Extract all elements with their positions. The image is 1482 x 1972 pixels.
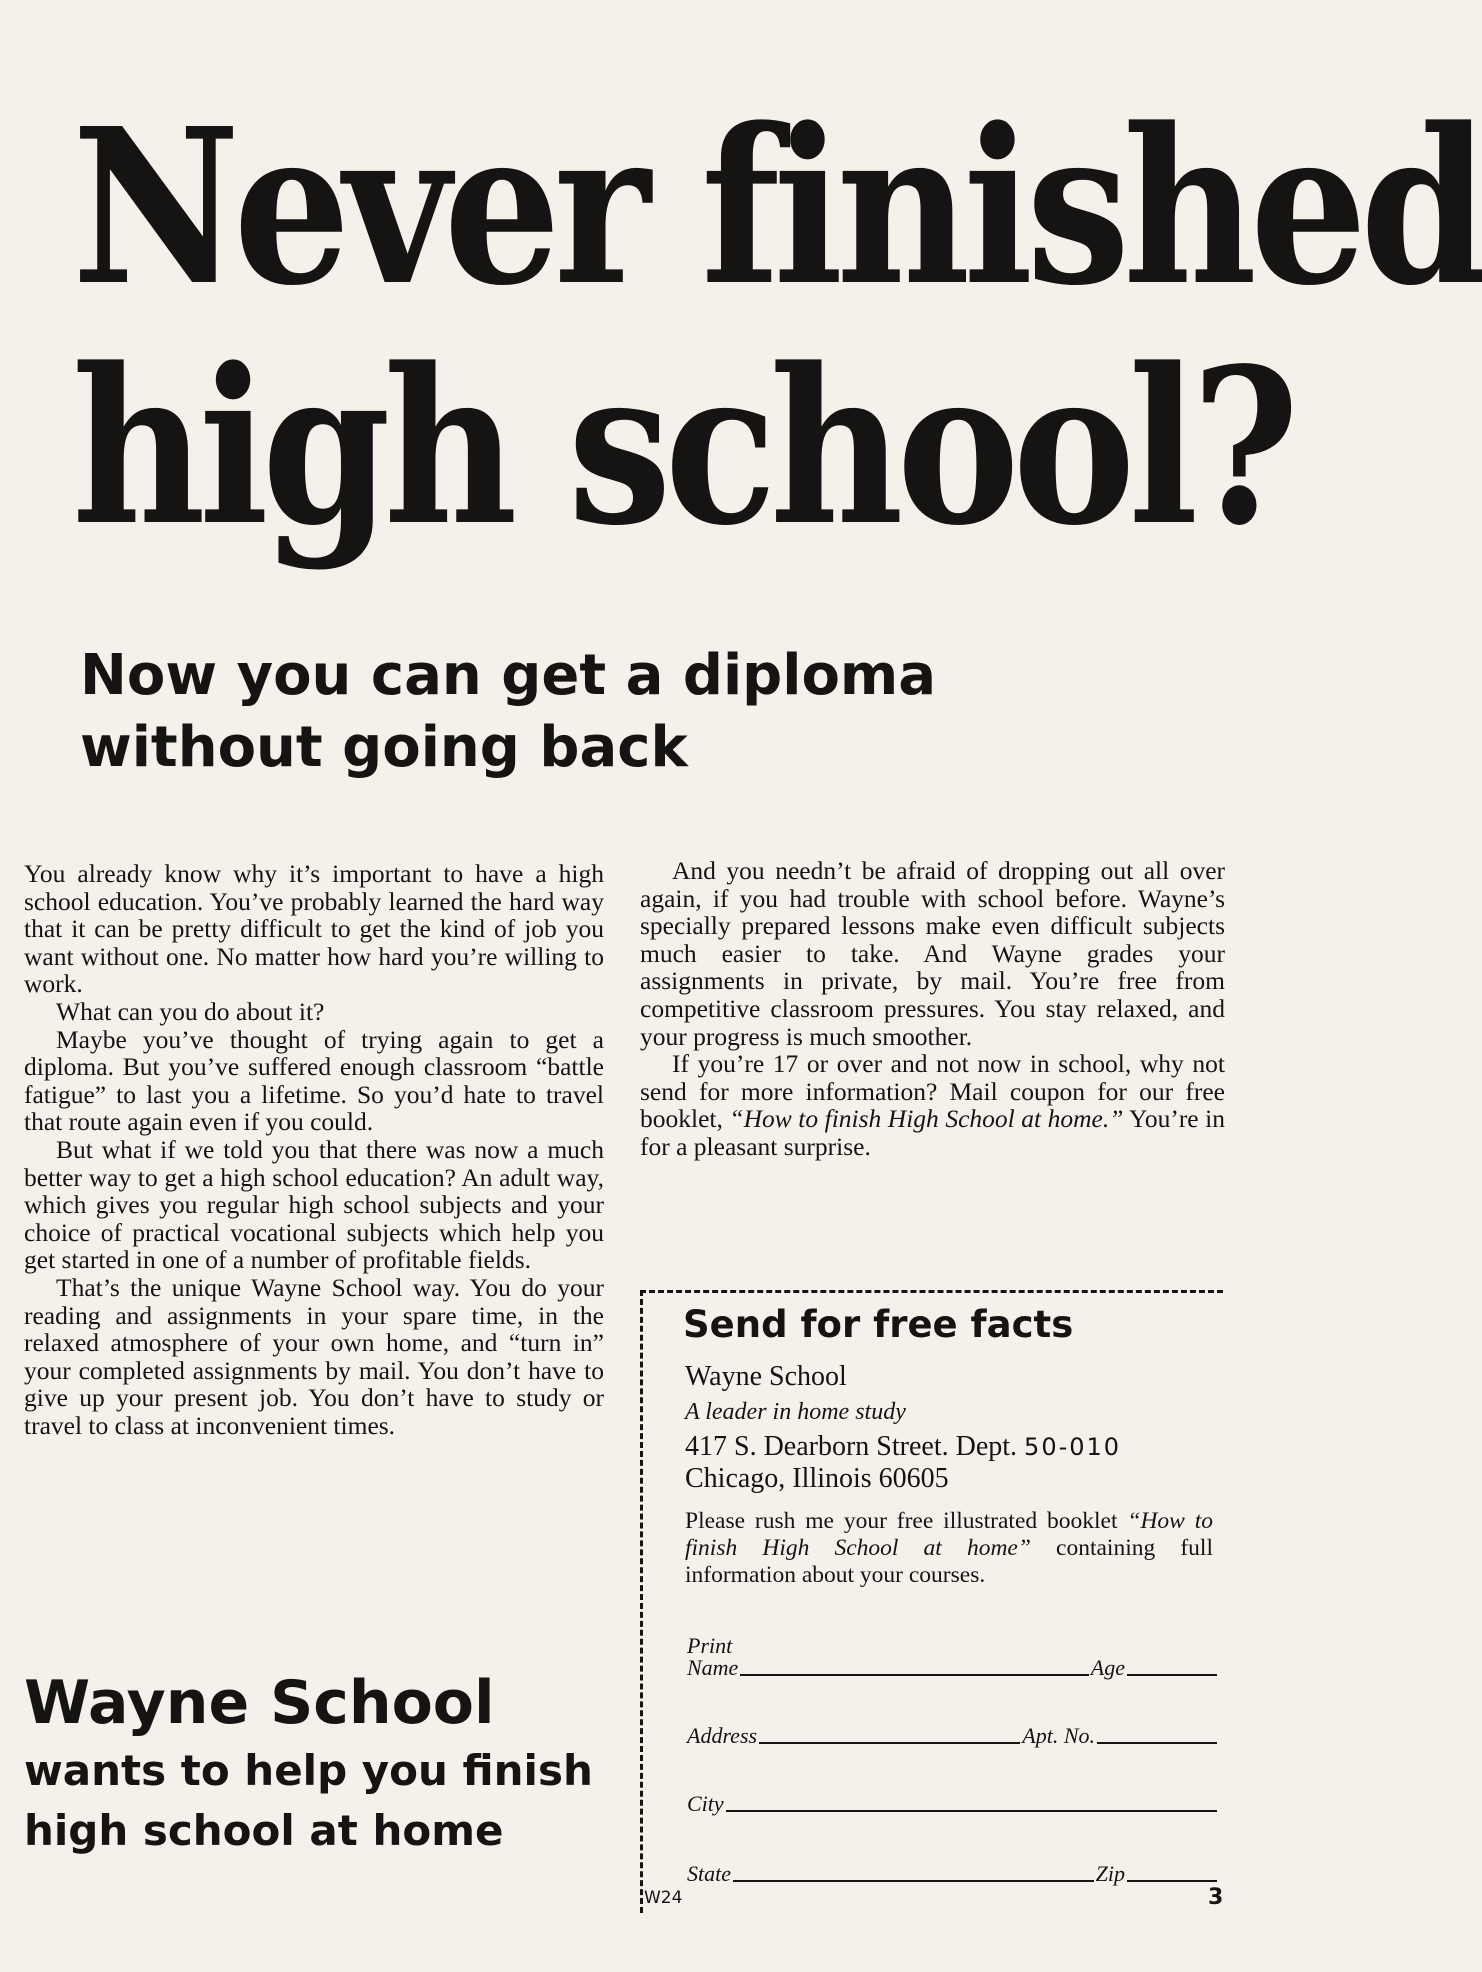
apt-field[interactable]	[1097, 1742, 1217, 1744]
name-label: Name	[687, 1655, 739, 1680]
booklet-title: “How to finish High School at home.”	[729, 1104, 1124, 1134]
city-row	[687, 1791, 1219, 1817]
promo-tagline-1: wants to help you finish	[24, 1746, 593, 1795]
coupon-city: Chicago, Illinois 60605	[685, 1463, 949, 1494]
city-field[interactable]	[726, 1810, 1217, 1812]
right-column-body	[640, 857, 1225, 1161]
promo-block	[24, 1665, 624, 1861]
headline-line-2: high school?	[72, 322, 1293, 573]
body-paragraph: What can you do about it?	[56, 996, 325, 1026]
subheadline-line-1: Now you can get a diploma	[80, 643, 937, 708]
address-apt-row	[687, 1723, 1219, 1749]
name-field[interactable]	[740, 1674, 1088, 1676]
cta-text-start: If you’re 17 or over and not now in school, why not send for more information? Mail coupon for our free booklet,	[640, 1049, 1225, 1134]
address-label: Address	[687, 1723, 758, 1748]
coupon-dept-number: 50-010	[1024, 1433, 1122, 1461]
state-label: State	[687, 1861, 731, 1886]
body-paragraph: But what if we told you that there was now a much better way to get a high school education? An adult way, which gives you regular high school subjects and your choice of practical vocational subjects which help you get started in one of a number of profitable fields.	[24, 1134, 604, 1275]
coupon-address	[685, 1431, 1121, 1463]
city-label: City	[687, 1791, 724, 1816]
name-age-row	[687, 1655, 1219, 1681]
apt-label: Apt. No.	[1022, 1723, 1095, 1748]
body-paragraph: And you needn’t be afraid of dropping out all over again, if you had trouble with school before. Wayne’s specially prepared lessons make even difficult subjects much easier to take. And Wayne grades your assignments in private, by mail. You’re free from competitive classroom pressures. You stay relaxed, and your progress is much smoother.	[640, 856, 1225, 1051]
coupon-request-end: containing full information about your courses.	[685, 1535, 1213, 1588]
print-label: Print	[687, 1633, 733, 1658]
coupon-title: Send for free facts	[683, 1303, 1074, 1346]
body-paragraph-cta	[640, 1050, 1225, 1160]
coupon-school-name: Wayne School	[685, 1361, 847, 1392]
promo-school-name: Wayne School	[24, 1668, 495, 1738]
left-column-body	[24, 860, 604, 1439]
address-field[interactable]	[759, 1742, 1020, 1744]
state-field[interactable]	[733, 1880, 1094, 1882]
coupon-tagline: A leader in home study	[685, 1399, 906, 1425]
mail-coupon	[640, 1290, 1223, 1913]
coupon-request-text	[685, 1508, 1213, 1589]
headline-line-1: Never finished	[72, 82, 1482, 333]
zip-field[interactable]	[1127, 1880, 1217, 1882]
page-number: 3	[1208, 1885, 1224, 1910]
age-field[interactable]	[1127, 1674, 1217, 1676]
promo-tagline-2: high school at home	[24, 1806, 504, 1855]
subheadline-line-2: without going back	[80, 715, 688, 780]
cta-text-end: You’re in for a pleasant surprise.	[640, 1104, 1225, 1161]
age-label: Age	[1090, 1655, 1125, 1680]
body-paragraph: You already know why it’s important to have a high school education. You’ve probably learned the hard way that it can be pretty difficult to get the kind of job you want without one. No matter how hard you’re willing to work.	[24, 859, 604, 999]
coupon-request-start: Please rush me your free illustrated booklet	[685, 1508, 1128, 1534]
coupon-booklet-title: “How to finish High School at home”	[685, 1508, 1213, 1561]
body-paragraph: Maybe you’ve thought of trying again to get a diploma. But you’ve suffered enough classroom “battle fatigue” to last you a lifetime. So you’d hate to travel that route again even if you could.	[24, 1024, 604, 1137]
headline	[72, 82, 1482, 573]
state-zip-row	[687, 1861, 1219, 1887]
coupon-code: W24	[644, 1888, 683, 1908]
coupon-street: 417 S. Dearborn Street. Dept.	[685, 1431, 1018, 1462]
subheadline	[80, 640, 980, 784]
body-paragraph: That’s the unique Wayne School way. You do your reading and assignments in your spare time, in the relaxed atmosphere of your own home, and “turn in” your completed assignments by mail. You don’t have to give up your present job. You don’t have to study or travel to class at inconvenient times.	[24, 1272, 604, 1440]
zip-label: Zip	[1095, 1861, 1125, 1886]
